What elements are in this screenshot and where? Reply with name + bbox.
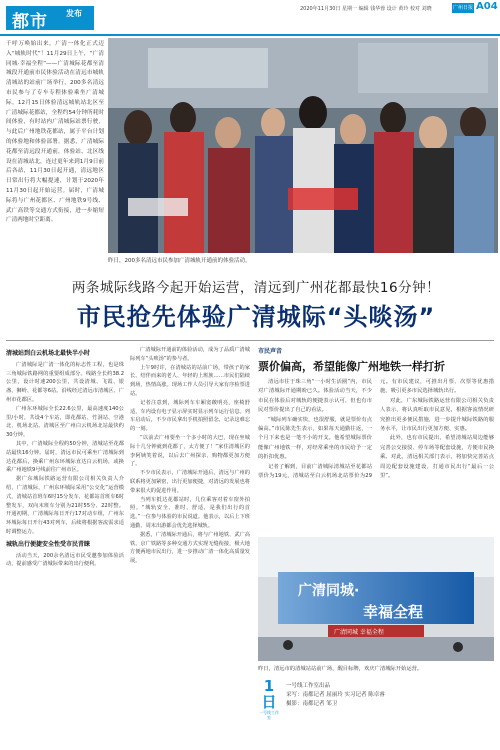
studio-logo-mark: 1日	[261, 677, 277, 711]
subheadline: 两条城际线路今起开始运营，清远到广州花都最快16分钟！	[71, 280, 441, 296]
opinion-paragraph: 记者了解到，目前广清城际清城站至花都站票价为19元，清城站至白云机场北站票价为29元。有市民建议，可推出月票、次票等优惠措施，吸引更多市民选择城轨出行。	[258, 379, 494, 480]
section-logo-sub: 发布	[66, 9, 82, 18]
article-column-2	[130, 346, 250, 566]
article-paragraph: 不少市民表示，广清城际开通后，清远与广州的联系将更加紧密，出行更加便捷，对清远的发展也将带来很大的促进作用。	[130, 470, 250, 494]
opinion-section-label: 市民声音	[258, 348, 283, 355]
article-column-1	[6, 346, 124, 569]
article-paragraph: 记者注意到，城际列车车厢宽敞明亮，座椅舒适，车内设有电子显示屏实时显示列车运行信息。列车启动后，不少市民拿出手机拍照留念，记录这难忘的一刻。	[130, 399, 250, 433]
header-rule	[0, 34, 500, 36]
article-paragraph: 当列车抵达花都站时，几位乘客对着车窗外拍照。“城轨安全、准时、舒适，是我们出行的首选。”一位参与体验的市民说道。他表示，以后上下班通勤、周末出游都会优先选择城轨。	[130, 496, 250, 529]
article-paragraph: 广清城际开通前的体验活动，成为了品质广清城际列车“头啖汤”的参与者。	[130, 347, 250, 362]
section-heading-safety: 城轨出行便捷安全性受市民青睐	[6, 540, 91, 548]
header-meta: 2020年11月30日 星期一 编辑 钱华蓉 设计 黄玲 校对 刘晓	[300, 6, 432, 12]
banner-text-2: 幸福全程	[363, 603, 424, 621]
stage-text: 广清同城 幸福全程	[334, 629, 384, 636]
section-logo-main: 都市	[12, 12, 48, 32]
article-paragraph: 活动当天，200余名清远市民受邀参加体验活动，提前感受广清城际带来的出行便利。	[6, 552, 124, 568]
crowd-photo-caption: 昨日，200多名清远市民参加广清城轨开通前的体验活动。	[108, 258, 251, 264]
lead-text: 千呼万唤始出来，广清一体化正式迈入“城轨时代”！11月29日上午，“广清同城·幸福全程”——广清城际花都至清城段开通前市民体验活动在清远市城轨清城站的站前广场举行，200多名清远市民参与了专车专程体验乘坐广清城际。12月15日体验清远城轨站北区至广清城际花都站，全程约54分钟所耗时间体验，有时站内广清城际站票行驶，与此后广州地铁花都站，属于平台计划的体验地和体验部署。据悉，广清城际花都至清远段开通前，体验站、北区线设在清城站北，连过更年来到1月9日前后各站，11月30日起开通，清远地区日常出行将大幅提速，计划于2020年11月30日起开始运营。届时，广清城际将与广州花都区、广州地铁9号线、武广高铁等交通方式衔接，进一步缩短广清两地时空距离。	[6, 41, 104, 224]
article-paragraph: “以前去广州要坐一个多小时的大巴，现在坐城际十几分钟就到花都了，太方便了！”家住清城区的李阿姨笑着说，以后去广州探亲、购物都更加方便了。	[130, 434, 250, 468]
credit-writers: 采写：南都记者 屈丽玲 实习记者 陈卓睿	[286, 692, 385, 698]
article-paragraph: 据广东城际铁路运营有限公司相关负责人介绍，广清城际、广州东环城际采用“公交化”运营模式，清城站首班车6时15分发车，花都站首班车6时整发车，双向末班车分别为21时55分、22时整。开通初期，广清城际每日开行17对动车组，广州东环城际每日开行43对列车，后续将根据客流需求适时调整运力。	[6, 476, 124, 535]
opinion-paragraph: 清远市往于珠三角“一小时生活圈”内，市民对广清城际开通期盼已久。体验活动当天，不少市民在体验后对城轨的便捷表示认可，但也有市民对票价提出了自己的看法。	[258, 379, 372, 414]
credit-studio: 一号线工作室出品	[286, 683, 331, 689]
main-headline: 市民抢先体验广清城际“头啖汤”	[76, 303, 436, 331]
headline-rule	[6, 340, 494, 341]
section-logo	[6, 6, 94, 30]
article-paragraph: 据悉，广清城际开通后，将与广州地铁、武广高铁、京广铁路等多种交通方式实现无缝衔接，极大地方便两地市民出行，进一步推动广清一体化高质量发展。	[130, 531, 250, 565]
page-number: A04	[476, 1, 498, 12]
station-plaza-photo	[258, 537, 494, 661]
credit-photographer: 摄影：南都记者 邹卫	[286, 701, 338, 707]
studio-logo-caption: 一号线工作室	[259, 710, 279, 720]
article-paragraph: 广州东环城际全长22.6公里，最高速度140公里/小时，共设4个车站，即花都站、竹洞站、空港北、机场北站。清城区至广州白云机场北站最快约30分钟。	[6, 405, 124, 439]
opinion-text	[258, 378, 494, 481]
opinion-title: 票价偏高，希望能像广州地铁一样打折	[258, 360, 445, 373]
banner-text-1: 广清同城·	[298, 583, 360, 599]
header-tag: 广州日报	[452, 5, 473, 11]
article-paragraph: 其中，广清城际全程约50分钟，清城站至花都站最快16分钟。届时，清远市民可乘坐广清城际到达花都后，换乘广州东环城际直达白云机场，或换乘广州地铁9号线前往广州市区。	[6, 440, 124, 474]
opinion-paragraph: 对此，广东城际铁路运营有限公司相关负责人表示，将认真听取市民意见，根据客流情况研究推出更多便民措施，进一步提升城际铁路的服务水平，让市民出行更加方便、实惠。	[380, 397, 494, 433]
station-plaza-caption: 昨日，清远市的清城站站前广场，醒目标牌，欢庆广清城际开始运营。	[258, 666, 423, 672]
studio-logo	[258, 677, 280, 720]
crowd-photo	[108, 38, 498, 253]
article-paragraph: 上午9时许，在清城站的站前广场，带孩子的家长、结伴而来的老人、年轻的上班族……市民们陆续到场，热情高涨。现场工作人员引导大家有序检票进站。	[130, 364, 250, 397]
article-paragraph: 广清城际是广清一体化的标志性工程，也是珠三角城际铁路网的重要组成部分。线路全长约38.2公里，设计时速200公里，共设清城、飞霞、银盏、狮岭、花都等6站。沿线经过清远市清城区、广州市花都区。	[6, 361, 124, 403]
section-heading-airport: 清城站到白云机场北最快半小时	[6, 350, 91, 357]
credits-box	[258, 678, 494, 718]
credit-lines	[286, 682, 385, 709]
opinion-paragraph: “城际列车确实快，也很舒服，就是票价有点偏高。”市民陈先生表示，如果每天通勤往返，一个月下来也是一笔不小的开支。他希望城际票价能像广州地铁一样，对经常乘坐的市民给予一定的折扣优惠。	[258, 416, 372, 461]
opinion-paragraph: 此外，也有市民提出，希望清城站周边能够完善公交接驳、停车场等配套设施，方便市民换乘。对此，清远相关部门表示，将加快完善站点周边配套设施建设，打通市民出行“最后一公里”。	[380, 435, 494, 480]
